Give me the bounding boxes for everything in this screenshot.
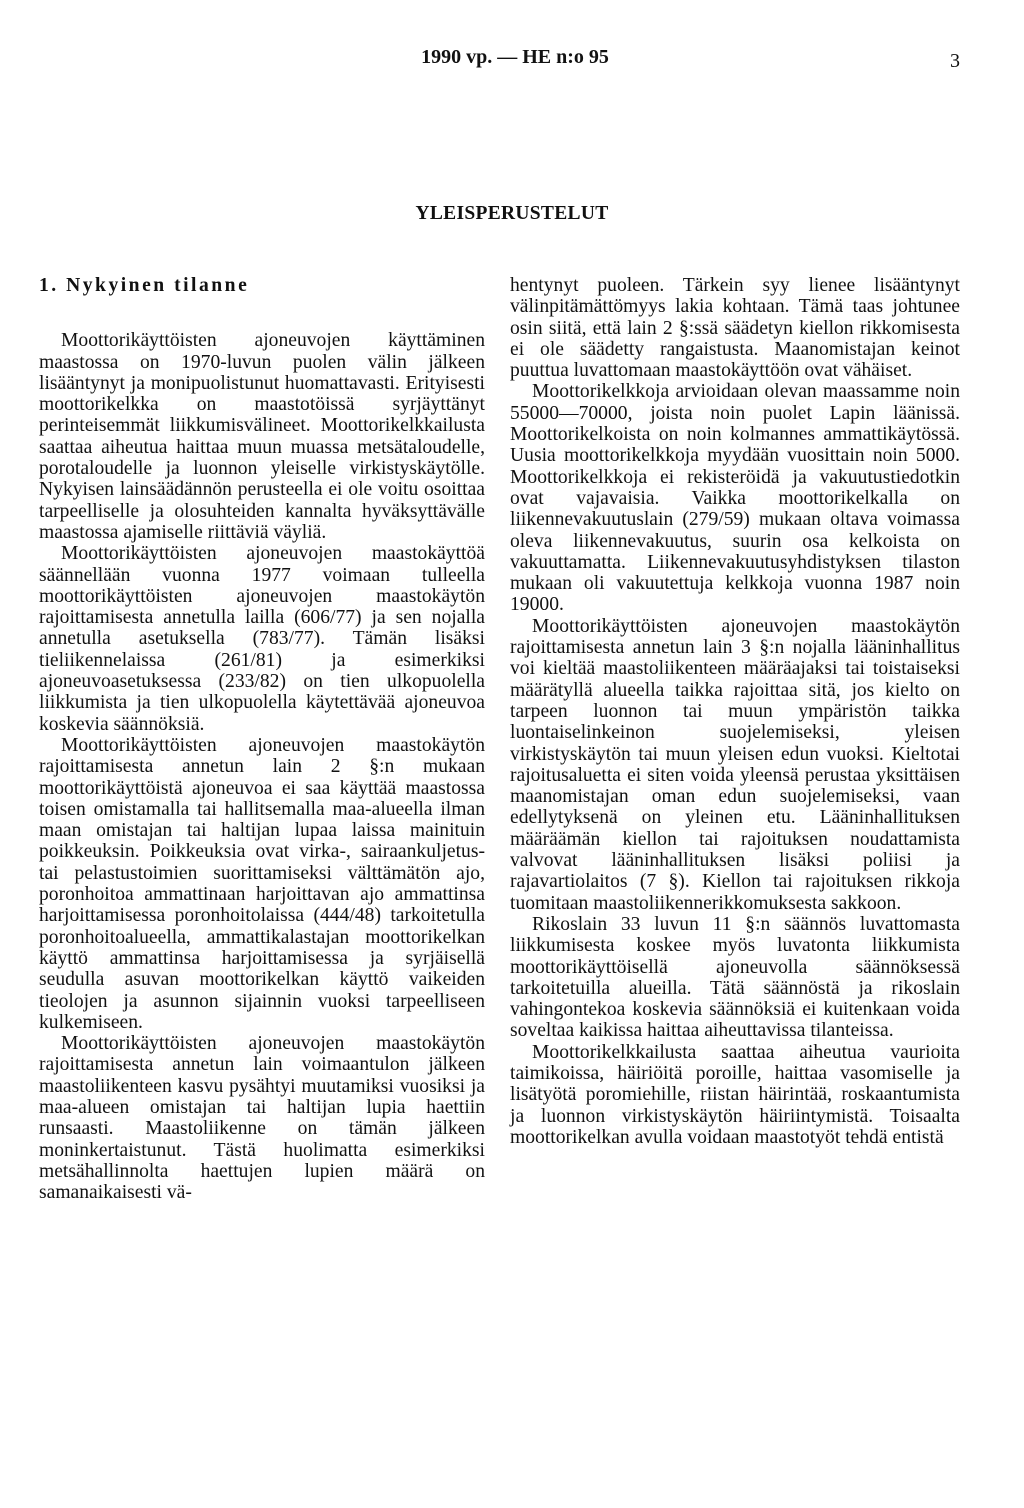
section-title: YLEISPERUSTELUT: [415, 203, 609, 224]
paragraph: Rikoslain 33 luvun 11 §:n säännös luvattomasta liikkumisesta koskee myös luvatonta liikkumista moottorikäyttöisellä ajoneuvolla säännöksessä tarkoitetuilla alueilla. Tätä säännöstä ja rikoslain vahingontekoa koskevia säännöksiä ei kuitenkaan voida soveltaa kaikissa haittaa aiheuttavissa tilanteissa.: [510, 913, 960, 1042]
paragraph: Moottorikelkkailusta saattaa aiheutua vaurioita taimikoissa, häiriöitä poroille, haittaa vasomiselle ja lisätyötä poromiehille, riistan häirintää, roskaantumista ja luonnon virkistyskäytön häiriintymistä. Toisaalta moottorikelkan avulla voidaan maastotyöt tehdä entistä: [510, 1041, 960, 1148]
running-head: 1990 vp. — HE n:o 95: [421, 46, 609, 68]
left-column: [39, 275, 485, 1203]
paragraph-continued: hentynyt puoleen. Tärkein syy lienee lisääntynyt välinpitämättömyys lakia kohtaan. Tämä taas johtunee osin siitä, että lain 2 §:ssä säädetyn kiellon rikkomisesta ei ole säädetty rangaistusta. Maanomistajan keinot puuttua luvattomaan maastokäyttöön ovat vähäiset.: [510, 275, 960, 382]
page-number: 3: [950, 50, 960, 72]
paragraph: Moottorikäyttöisten ajoneuvojen käyttäminen maastossa on 1970-luvun puolen välin jälkeen lisääntynyt ja monipuolistunut huomattavasti. Erityisesti moottorikelkka on maastotöissä syrjäyttänyt perinteisemmät liikkumisvälineet. Moottorikelkkailusta saattaa aiheutua haittaa muun muassa metsätaloudelle, porotaloudelle ja luonnon yleiselle virkistyskäytölle. Nykyisen lainsäädännön perusteella ei ole voitu osoittaa tarpeelliselle ja olosuhteiden kannalta hyväksyttävälle maastossa ajamiselle riittäviä väyliä.: [39, 330, 485, 543]
page-header: [0, 46, 1024, 76]
paragraph: Moottorikäyttöisten ajoneuvojen maastokäytön rajoittamisesta annetun lain voimaantulon jälkeen maastoliikenteen kasvu pysähtyi muutamiksi vuosiksi ja maa-alueen omistajan tai haltijan lupia haettiin runsaasti. Maastoliikenne on tämän jälkeen moninkertaistunut. Tästä huolimatta esimerkiksi metsähallinnolta haettujen lupien määrä on samanaikaisesti vä-: [39, 1033, 485, 1204]
right-column: [510, 275, 960, 1148]
subheading: 1. Nykyinen tilanne: [39, 275, 250, 296]
paragraph: Moottorikäyttöisten ajoneuvojen maastokäytön rajoittamisesta annetun lain 2 §:n mukaan moottorikäyttöistä ajoneuvoa ei saa käyttää maastossa toisen omistamalla tai hallitsemalla maa-alueella ilman maan omistajan tai haltijan lupaa laissa mainituin poikkeuksin. Poikkeuksia ovat virka-, sairaankuljetus- tai pelastustoimien suorittamiseksi välttämätön ajo, poronhoitoa ammattinaan harjoittavan ajo ammattinsa harjoittamisessa poronhoitolaissa (444/48) tarkoitetulla poronhoitoalueella, ammattikalastajan moottorikelkan käyttö ammattinsa harjoittamisessa ja syrjäisellä seudulla asuvan moottorikelkan käyttö vaikeiden tieolojen ja asunnon sijainnin vuoksi tarpeelliseen kulkemiseen.: [39, 734, 485, 1033]
paragraph: Moottorikelkkoja arvioidaan olevan maassamme noin 55000—70000, joista noin puolet Lapin läänissä. Moottorikelkoista on noin kolmannes ammattikäytössä. Uusia moottorikelkkoja myydään vuosittain noin 5000. Moottorikelkkoja ei rekisteröidä ja vakuutustiedotkin ovat vajavaisia. Vaikka moottorikelkalla on liikennevakuutuslain (279/59) mukaan oltava voimassa oleva liikennevakuutus, suurin osa kelkoista on vakuuttamatta. Liikennevakuutusyhdistyksen tilaston mukaan oli vakuutettuja kelkkoja vuonna 1987 noin 19000.: [510, 381, 960, 616]
paragraph: Moottorikäyttöisten ajoneuvojen maastokäytön rajoittamisesta annetun lain 3 §:n nojalla lääninhallitus voi kieltää maastoliikenteen määräajaksi tai toistaiseksi määrätyllä alueella taikka rajoittaa sitä, jos kielto on tarpeen luonnon tai muun ympäristön taikka luontaiselinkeinon suojelemiseksi, yleisen virkistyskäytön tai muun yleisen edun vuoksi. Kieltotai rajoitusaluetta ei siten voida yleensä perustaa yksittäisen maanomistajan oman edun suojelemiseksi, vaan edellytyksenä on yleinen etu. Lääninhallituksen määräämän kiellon tai rajoituksen noudattamista valvovat lääninhallituksen lisäksi poliisi ja rajavartiolaitos (7 §). Kiellon tai rajoituksen rikkoja tuomitaan maastoliikennerikkomuksesta sakkoon.: [510, 615, 960, 914]
paragraph: Moottorikäyttöisten ajoneuvojen maastokäyttöä säännellään vuonna 1977 voimaan tulleella moottorikäyttöisten ajoneuvojen maastokäytön rajoittamisesta annetulla lailla (606/77) ja sen nojalla annetulla asetuksella (783/77). Tämän lisäksi tieliikennelaissa (261/81) ja esimerkiksi ajoneuvoasetuksessa (233/82) on tien ulkopuolella liikkumista ja tien ulkopuolella käytettävää ajoneuvoa koskevia säännöksiä.: [39, 543, 485, 735]
